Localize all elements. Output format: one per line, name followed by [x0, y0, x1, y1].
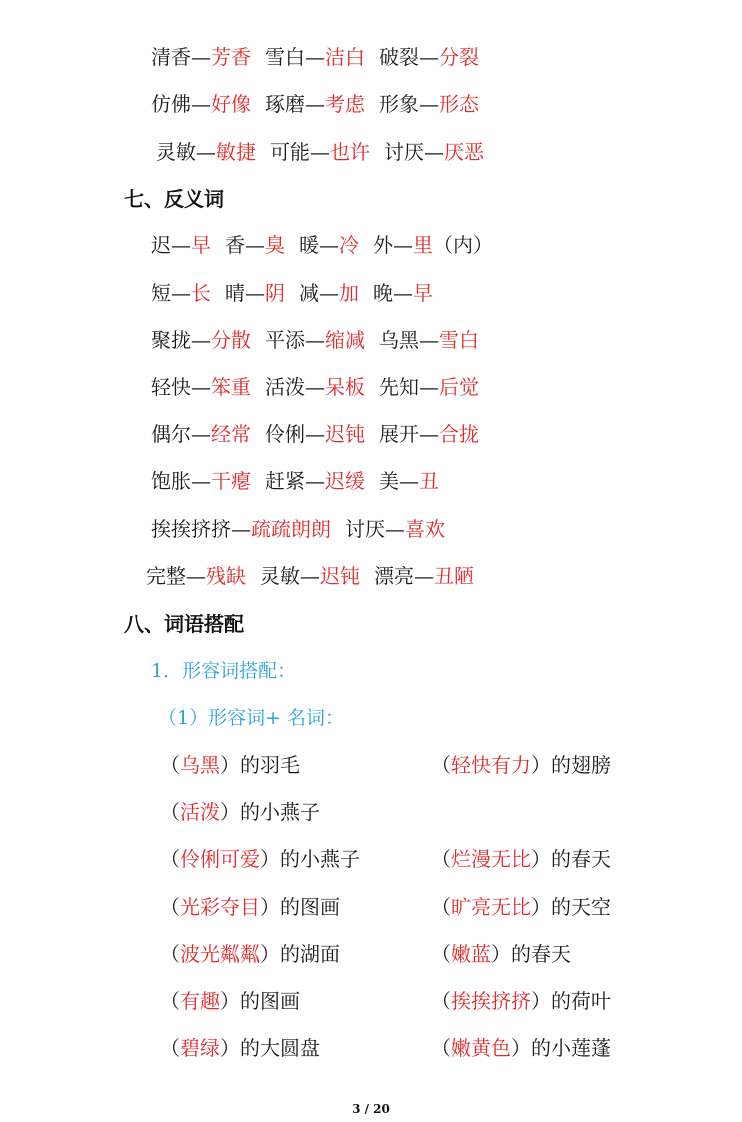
antonym-answer: 臭 — [265, 233, 285, 257]
antonym-word: 暖 — [299, 233, 319, 257]
synonym-answer: 考虑 — [325, 92, 365, 116]
synonym-answer: 芳香 — [211, 45, 251, 69]
synonym-word: 灵敏 — [156, 140, 196, 164]
section-heading-antonyms: 七、反义词 — [124, 187, 224, 211]
synonym-word: 破裂 — [379, 45, 419, 69]
dash: — — [419, 328, 439, 352]
adjective-answer: 乌黑 — [180, 753, 220, 777]
bracket-open: （ — [160, 895, 180, 919]
bracket-close: ） — [491, 942, 511, 966]
noun-text: 的湖面 — [280, 942, 340, 966]
antonym-answer: 里 — [413, 233, 433, 257]
antonym-word: 挨挨挤挤 — [151, 517, 231, 541]
noun-text: 的天空 — [551, 895, 611, 919]
bracket-close: ） — [531, 847, 551, 871]
bracket-open: （ — [431, 753, 451, 777]
bracket-open: （ — [160, 942, 180, 966]
bracket-close: ） — [531, 989, 551, 1013]
bracket-close: ） — [260, 942, 280, 966]
dash: — — [305, 422, 325, 446]
bracket-close: ） — [260, 895, 280, 919]
antonym-word: 短 — [151, 281, 171, 305]
adjective-answer: 有趣 — [180, 989, 220, 1013]
antonym-row — [151, 373, 479, 401]
dash: — — [300, 564, 320, 588]
collocation-phrase — [160, 751, 300, 779]
synonym-row — [151, 43, 479, 71]
dash: — — [196, 140, 216, 164]
synonym-word: 可能 — [270, 140, 310, 164]
antonym-answer: 加 — [339, 281, 359, 305]
antonym-word: 平添 — [265, 328, 305, 352]
antonym-word: 伶俐 — [265, 422, 305, 446]
synonym-answer: 形态 — [439, 92, 479, 116]
subheading-adjective-collocation: 1．形容词搭配： — [151, 660, 297, 682]
dash: — — [393, 233, 413, 257]
antonym-answer: 迟钝 — [320, 564, 360, 588]
antonym-word: 外 — [373, 233, 393, 257]
antonym-word: 迟 — [151, 233, 171, 257]
antonym-answer: 早 — [413, 281, 433, 305]
dash: — — [305, 328, 325, 352]
noun-text: 的小莲蓬 — [531, 1036, 611, 1060]
antonym-word: 展开 — [379, 422, 419, 446]
dash: — — [419, 45, 439, 69]
bracket-open: （ — [160, 847, 180, 871]
collocation-phrase — [431, 751, 611, 779]
synonym-answer: 洁白 — [325, 45, 365, 69]
antonym-answer: 雪白 — [439, 328, 479, 352]
dash: — — [245, 281, 265, 305]
bracket-open: （ — [160, 989, 180, 1013]
adjective-answer: 嫩蓝 — [451, 942, 491, 966]
noun-text: 的小燕子 — [240, 800, 320, 824]
antonym-word: 赶紧 — [265, 469, 305, 493]
dash: — — [305, 375, 325, 399]
antonym-word: 偶尔 — [151, 422, 191, 446]
synonym-word: 清香 — [151, 45, 191, 69]
antonym-answer: 迟钝 — [325, 422, 365, 446]
synonym-answer: 厌恶 — [444, 140, 484, 164]
noun-text: 的春天 — [551, 847, 611, 871]
synonym-answer: 也许 — [330, 140, 370, 164]
dash: — — [191, 45, 211, 69]
page-number: 3 / 20 — [352, 1102, 390, 1116]
bracket-close: ） — [220, 800, 240, 824]
antonym-answer: 分散 — [211, 328, 251, 352]
antonym-row — [151, 515, 445, 543]
synonym-word: 仿佛 — [151, 92, 191, 116]
noun-text: 的翅膀 — [551, 753, 611, 777]
collocation-phrase — [431, 987, 611, 1015]
synonym-word: 雪白 — [265, 45, 305, 69]
antonym-row — [151, 326, 479, 354]
collocation-phrase — [431, 893, 611, 921]
bracket-close: ） — [220, 753, 240, 777]
noun-text: 的春天 — [511, 942, 571, 966]
antonym-word: 香 — [225, 233, 245, 257]
adjective-answer: 伶俐可爱 — [180, 847, 260, 871]
dash: — — [191, 469, 211, 493]
bracket-open: （ — [431, 847, 451, 871]
antonym-row — [151, 467, 439, 495]
dash: — — [305, 45, 325, 69]
adjective-answer: 旷亮无比 — [451, 895, 531, 919]
adjective-answer: 嫩黄色 — [451, 1036, 511, 1060]
synonym-word: 琢磨 — [265, 92, 305, 116]
antonym-row — [146, 562, 474, 590]
bracket-open: （ — [160, 800, 180, 824]
antonym-word: 灵敏 — [260, 564, 300, 588]
antonym-word: 乌黑 — [379, 328, 419, 352]
dash: — — [419, 375, 439, 399]
synonym-answer: 分裂 — [439, 45, 479, 69]
antonym-word: 饱胀 — [151, 469, 191, 493]
dash: — — [319, 233, 339, 257]
adjective-answer: 挨挨挤挤 — [451, 989, 531, 1013]
dash: — — [424, 140, 444, 164]
bracket-close: ） — [511, 1036, 531, 1060]
dash: — — [171, 233, 191, 257]
dash: — — [191, 422, 211, 446]
dash: — — [414, 564, 434, 588]
antonym-answer: 丑陋 — [434, 564, 474, 588]
adjective-answer: 活泼 — [180, 800, 220, 824]
antonym-row — [151, 420, 479, 448]
collocation-phrase — [160, 987, 300, 1015]
synonym-row — [156, 138, 484, 166]
antonym-word: 减 — [299, 281, 319, 305]
antonym-word: 讨厌 — [345, 517, 385, 541]
dash: — — [191, 328, 211, 352]
antonym-answer: 迟缓 — [325, 469, 365, 493]
antonym-word: 美 — [379, 469, 399, 493]
section-heading-collocation: 八、词语搭配 — [124, 612, 244, 636]
dash: — — [245, 233, 265, 257]
noun-text: 的图画 — [240, 989, 300, 1013]
collocation-phrase — [160, 798, 320, 826]
bracket-open: （ — [431, 942, 451, 966]
antonym-word: 晴 — [225, 281, 245, 305]
dash: — — [191, 92, 211, 116]
dash: — — [419, 422, 439, 446]
antonym-answer: 后觉 — [439, 375, 479, 399]
bracket-open: （ — [431, 1036, 451, 1060]
antonym-answer: 早 — [191, 233, 211, 257]
noun-text: 的羽毛 — [240, 753, 300, 777]
collocation-phrase — [160, 845, 360, 873]
antonym-answer: 缩减 — [325, 328, 365, 352]
bracket-open: （ — [431, 989, 451, 1013]
dash: — — [305, 469, 325, 493]
antonym-answer: 残缺 — [206, 564, 246, 588]
antonym-word: 漂亮 — [374, 564, 414, 588]
bracket-close: ） — [531, 753, 551, 777]
collocation-phrase — [160, 1034, 320, 1062]
antonym-row — [151, 279, 433, 307]
synonym-word: 形象 — [379, 92, 419, 116]
antonym-answer: 呆板 — [325, 375, 365, 399]
bracket-open: （ — [431, 895, 451, 919]
antonym-word: 活泼 — [265, 375, 305, 399]
synonym-row — [151, 90, 479, 118]
adjective-answer: 轻快有力 — [451, 753, 531, 777]
noun-text: 的图画 — [280, 895, 340, 919]
antonym-answer: 笨重 — [211, 375, 251, 399]
antonym-word: 晚 — [373, 281, 393, 305]
antonym-row — [151, 231, 493, 259]
dash: — — [393, 281, 413, 305]
antonym-answer: 经常 — [211, 422, 251, 446]
dash: — — [305, 92, 325, 116]
adjective-answer: 波光粼粼 — [180, 942, 260, 966]
adjective-answer: 烂漫无比 — [451, 847, 531, 871]
dash: — — [186, 564, 206, 588]
antonym-word: 完整 — [146, 564, 186, 588]
dash: — — [171, 281, 191, 305]
collocation-phrase — [431, 940, 571, 968]
antonym-answer: 喜欢 — [405, 517, 445, 541]
bracket-close: ） — [531, 895, 551, 919]
antonym-word: 轻快 — [151, 375, 191, 399]
adjective-answer: 碧绿 — [180, 1036, 220, 1060]
antonym-answer: 疏疏朗朗 — [251, 517, 331, 541]
antonym-answer: 冷 — [339, 233, 359, 257]
noun-text: 的小燕子 — [280, 847, 360, 871]
antonym-answer: 阴 — [265, 281, 285, 305]
bracket-close: ） — [220, 1036, 240, 1060]
bracket-open: （ — [160, 753, 180, 777]
dash: — — [399, 469, 419, 493]
synonym-word: 讨厌 — [384, 140, 424, 164]
bracket-open: （ — [160, 1036, 180, 1060]
dash: — — [385, 517, 405, 541]
noun-text: 的荷叶 — [551, 989, 611, 1013]
antonym-answer: 丑 — [419, 469, 439, 493]
noun-text: 的大圆盘 — [240, 1036, 320, 1060]
dash: — — [191, 375, 211, 399]
antonym-answer: 合拢 — [439, 422, 479, 446]
dash: — — [231, 517, 251, 541]
dash: — — [419, 92, 439, 116]
antonym-extra: （内） — [433, 233, 493, 257]
bracket-close: ） — [220, 989, 240, 1013]
antonym-word: 聚拢 — [151, 328, 191, 352]
dash: — — [310, 140, 330, 164]
collocation-phrase — [160, 893, 340, 921]
adjective-answer: 光彩夺目 — [180, 895, 260, 919]
subheading-adjective-noun: （1）形容词+ 名词： — [158, 707, 345, 729]
antonym-word: 先知 — [379, 375, 419, 399]
synonym-answer: 敏捷 — [216, 140, 256, 164]
collocation-phrase — [431, 845, 611, 873]
synonym-answer: 好像 — [211, 92, 251, 116]
dash: — — [319, 281, 339, 305]
bracket-close: ） — [260, 847, 280, 871]
antonym-answer: 干瘪 — [211, 469, 251, 493]
antonym-answer: 长 — [191, 281, 211, 305]
collocation-phrase — [160, 940, 340, 968]
collocation-phrase — [431, 1034, 611, 1062]
